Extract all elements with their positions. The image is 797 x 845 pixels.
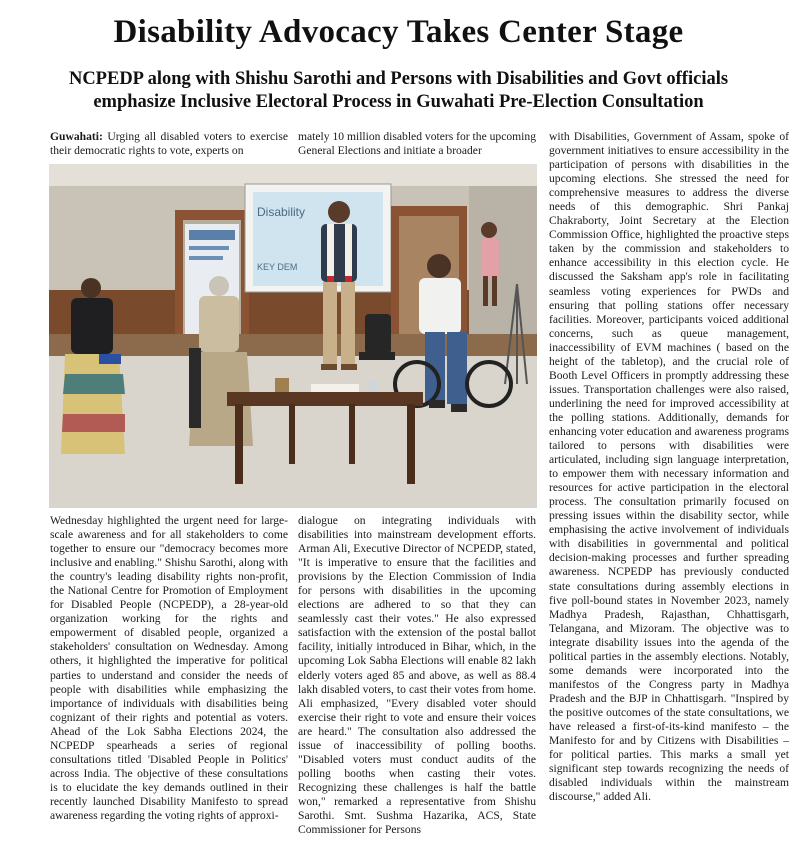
column-3: with Disabilities, Government of Assam, spoke of government initiatives to ensure accessibility in the participation of persons with disabilities in the upcoming elections. She stressed the need for comprehensive measures to address the diverse needs of this demographic. Shri Pankaj Chakraborty, Joint Secretary at the Election Commission Office, highlighted the proactive steps taken by the commission and stakeholders to enhance accessibility in this election cycle. He discussed the Saksham app's role in facilitating seamless voting experiences for PWDs and ensuring that polling stations offer necessary facilities. Moreover, participants voiced additional concerns, such as queue management, inaccessibility of EVM machines ( based on the height of the tabletop), and the crucial role of Booth Level Officers in promptly addressing these issues. Transportation challenges were also raised, underlining the need for improved accessibility at the polling stations. Additionally, demands for enhancing voter education and awareness programs tailored to persons with disabilities were articulated, including sign language interpretation, to empower them with necessary information and resources for active participation in the electoral process. The consultation primarily focused on pressing issues within the disability sector, while emphasising the active involvement of individuals with disabilities in governmental and political decision-making processes and further spreading awareness. NCPEDP has previously conducted state consultations during assembly elections in five poll-bound states in November 2023, namely Madhya Pradesh, Rajasthan, Chhattisgarh, Telangana, and Mizoram. The objective was to integrate disability issues into the agenda of the political parties in the assembly elections. Notably, some demands were incorporated into the manifestos of the Congress party in Madhya Pradesh and the BJP in Chhattisgarh. "Inspired by the positive outcomes of the state consultations, we have released a first-of-its-kind manifesto – the Manifesto for and by Citizens with Disabilities – for political parties. This marks a small yet significant step towards recognizing the needs of disabled individuals within the mainstream discourse," added Ali. [549,130,789,804]
column-1-top [50,130,288,160]
subheadline: NCPEDP along with Shishu Sarothi and Persons with Disabilities and Govt officials emphasize Inclusive Electoral Process in Guwahati Pre-Election Consultation [68,69,729,112]
event-photo [49,164,537,508]
screen-text-line-1: Disability [257,205,306,219]
column-2-bottom: dialogue on integrating individuals with disabilities into mainstream development efforts. Arman Ali, Executive Director of NCPEDP, stated, "It is imperative to ensure that the facilities and provisions by the Election Commission of India for persons with disabilities in the upcoming elections are adhered to so that they can seamlessly cast their votes." He also expressed satisfaction with the extension of the postal ballot facility, initially introduced in Bihar, which, in the upcoming Lok Sabha Elections will enable 82 lakh elderly voters aged 85 and above, as well as 88.4 lakh disabled voters, to cast their votes from home. Ali emphasized, "Every disabled voter should exercise their right to vote and ensure their voices are heard." The consultation also addressed the issue of inaccessibility of polling booths. "Disabled voters must conduct audits of the polling booths when casting their votes. Recognizing these challenges is half the battle won," remarked a representative from Shishu Sarothi. Smt. Sushma Hazarika, ACS, State Commissioner for Persons [298,514,536,837]
column-2-top: mately 10 million disabled voters for the upcoming General Elections and initiate a broader [298,130,536,158]
column-1-bottom: Wednesday highlighted the urgent need for large-scale awareness and for all stakeholders to come together to ensure our "democracy becomes more inclusive and enabling." Shishu Sarothi, along with the country's leading disability rights non-profit, the National Centre for Promotion of Employment for Disabled People (NCPEDP), a 28-year-old organization working for the rights and empowerment of disabled people, organized a stakeholders' consultation on Wednesday. Among others, it highlighted the imperative for political parties to understand and consider the needs of people with disabilities while emphasizing the importance of individuals with disabilities being cognizant of their rights and potential as voters. Ahead of the Lok Sabha Elections 2024, the NCPEDP spearheads a series of regional consultations titled 'Disabled People in Politics' across India. The objective of these consultations is to elucidate the key demands outlined in their recently launched Disability Manifesto to spread awareness regarding the voting rights of approxi- [50,514,288,822]
dateline: Guwahati: [50,130,103,143]
column-1-top-text: Urging all disabled voters to exercise their democratic rights to vote, experts on [50,130,288,158]
screen-text-line-2: KEY DEM [257,262,298,272]
headline: Disability Advocacy Takes Center Stage [113,14,684,50]
